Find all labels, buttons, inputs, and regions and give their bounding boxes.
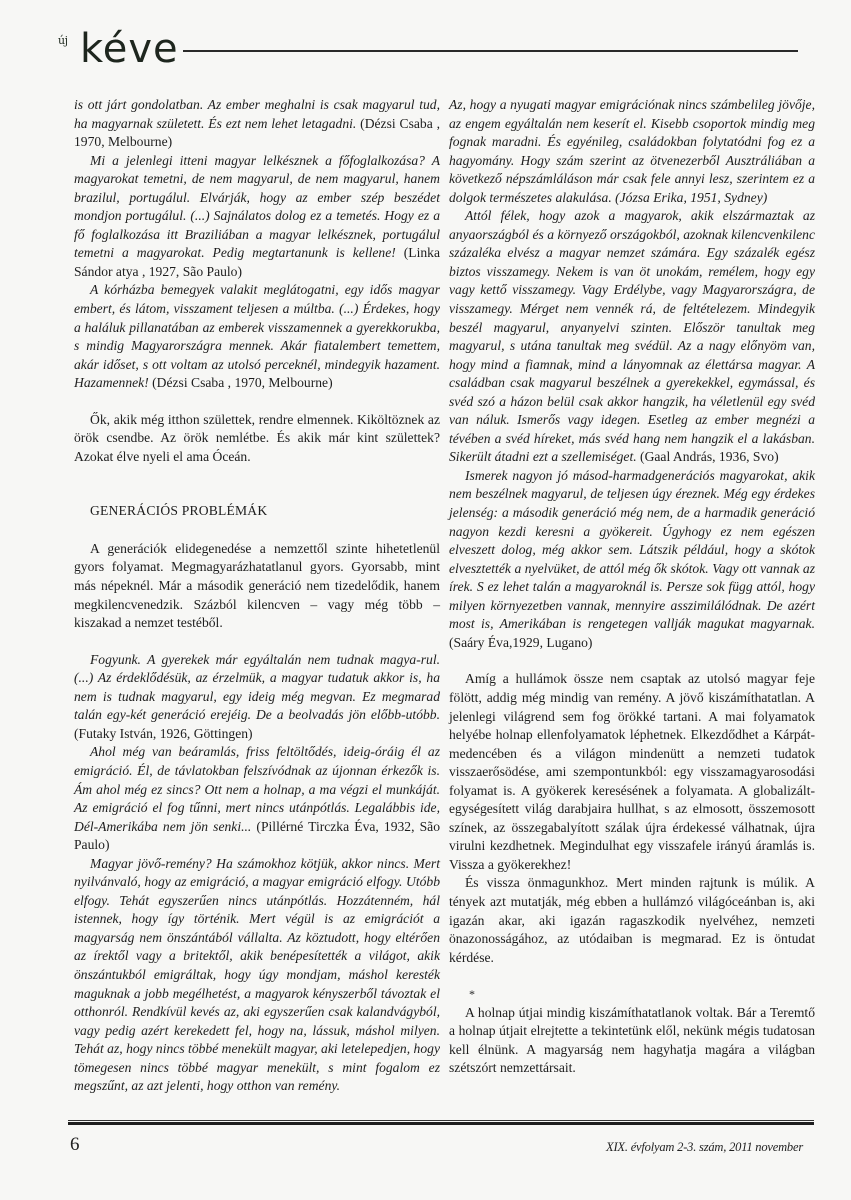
quote-source: (Dézsi Csaba , 1970, Melbourne) <box>148 375 333 391</box>
paragraph <box>74 743 440 854</box>
footer-rule-thin <box>68 1120 814 1121</box>
logo-prefix: új <box>58 34 68 47</box>
page-number: 6 <box>70 1134 80 1155</box>
paragraph: Amíg a hullámok össze nem csaptak az utolsó magyar feje fölött, addig még mindig van remény. A jövő kiszámíthatatlan. A jelenlegi világrend sem fog örökké tartani. A mai folyamatok helyébe holnap ellenfolyamatok léphetnek. Elkezdődhet a Kárpát-medencében és a világon mindenütt a nemzeti tudatok visszaerősödése, ami szempontunkból: egy visszamagyarosodási folyamat is. A gyökerek keresésének a folyamata. A globalizált-egységesített világ darabjaira hullhat, s az elmosott, összemosott színek, az összegabalyított szálak újra érdekessé válhatnak, újra virulni kezdhetnek. Megindulhat egy visszafele irányú áramlás is. Vissza a gyökerekhez! <box>449 671 815 872</box>
quote-text: Mi a jelenlegi itteni magyar lelkésznek a főfoglalkozása? A magyarokat temetni, de nem magyarul, de nem magyarul, hanem brazilul, portugálul. Elvárják, hogy az ember szép beszédet mondjon portugálul. (...) Sajnálatos dolog ez a temetés. Hogy ez a fő foglalkozása itt Braziliában a magyar lelkésznek, portugálul temetni a magyarokat. Pedig megtartanunk is kellene! <box>74 152 440 261</box>
quote-text: Az, hogy a nyugati magyar emigrációnak nincs számbelileg jövője, az engem egyáltalán nem keserít el. Kisebb csoportok mindig meg fognak maradni. És egyénileg, családokban folytatódni fog ez a hagyomány. Hogy szám szerint az ötvenezerből Ausztráliában a következő népszámláláson már csak fele annyi lesz, szerintem ez a dolgok természetes alakulása. (Józsa Erika, 1951, Sydney) <box>449 97 815 205</box>
section-heading: GENERÁCIÓS PROBLÉMÁK <box>90 503 268 519</box>
paragraph: A holnap útjai mindig kiszámíthatatlanok voltak. Bár a Teremtő a holnap útjait elrejtette a tekintetünk elől, nekünk mégis tudatosan kell élnünk. A magyarság nem hagyhatja magára a világban szétszórt nemzettársait. <box>449 1004 815 1076</box>
quote-text: A kórházba bemegyek valakit meglátogatni, egy idős magyar embert, és látom, visszament teljesen a múltba. (...) Érdekes, hogy a haláluk pillanatában az emberek visszamennek a gyerekkorukba, s mindig Magyarországra mennek. Akár fiatalembert temettem, akár időset, s ott voltam az utolsó perceknél, mindegyik hazament. Hazamennek! <box>74 282 440 391</box>
paragraph <box>449 207 815 467</box>
quote-text: Ahol még van beáramlás, friss feltöltődés, ideig-óráig él az emigráció. Él, de távlatokban felszívódnak az újonnan érkezők is. Ám ahol még ez sincs? Ott nem a holnap, a ma végzi el munkáját. Az emigráció el fog tűnni, mert nincs utánpótlás. Legalábbis ide, Dél-Amerikába nem jön senki... <box>74 744 440 834</box>
quote-text: Fogyunk. A gyerekek már egyáltalán nem tudnak magya-rul. (...) Az érdeklődésük, az érzelmük, a magyar tudatuk akkor is, ha nem is tudnak magyarul, egy ideig még megvan. Ez megmarad talán egy-két generáció erejéig. De a beolvadás jön előbb-utóbb. <box>74 651 440 723</box>
paragraph <box>449 467 815 652</box>
section-separator: * <box>469 987 475 1002</box>
quote-text: is ott járt gondolatban. Az ember meghalni is csak magyarul tud, ha magyarnak született. És ezt nem lehet letagadni. <box>74 97 440 131</box>
paragraph <box>449 96 815 207</box>
paragraph <box>74 152 440 282</box>
quote-source: (Saáry Éva,1929, Lugano) <box>449 634 593 650</box>
quote-source: (Linka Sándor atya , 1927, São Paulo) <box>74 245 440 279</box>
paragraph <box>74 855 440 1096</box>
quote-source: (Futaky István, 1926, Göttingen) <box>74 725 253 741</box>
quote-source: (Dézsi Csaba , 1970, Melbourne) <box>74 115 441 150</box>
right-column <box>449 96 815 1078</box>
left-column <box>74 96 440 1096</box>
header-divider <box>183 50 798 52</box>
paragraph <box>74 651 440 744</box>
issue-info: XIX. évfolyam 2-3. szám, 2011 november <box>606 1140 803 1154</box>
paragraph: A generációk elidegenedése a nemzettől szinte hihetetlenül gyors folyamat. Megmagyarázhatatlanul gyors. Gyorsabb, mint más népeknél. Már a második generáció nem tizedelődik, hanem megkilencvenedzik. Százból kilencven – vagy még több – kiszakad a nemzet testéből. <box>74 540 440 631</box>
quote-source: (Gaal András, 1936, Svo) <box>636 449 779 465</box>
paragraph: Ők, akik még itthon születtek, rendre elmennek. Kiköltöznek az örök csendbe. Az örök nemlétbe. És akik már kint születtek? Azokat élve nyeli el ama Óceán. <box>74 411 440 464</box>
footer-rule-thick <box>68 1122 814 1125</box>
paragraph: És vissza önmagunkhoz. Mert minden rajtunk is múlik. A tények azt mutatják, még ebben a hullámzó világóceánban is, aki igazán akar, aki igazán ragaszkodik nyelvéhez, nemzeti önazonosságához, az utódaiban is megmarad. Ez is öntudat kérdése. <box>449 875 815 965</box>
paragraph <box>74 281 440 392</box>
logo-title: kéve <box>80 26 179 72</box>
quote-text: Attól félek, hogy azok a magyarok, akik elszármaztak az anyaországból és a környező országokból, azoknak kilencvenkilenc százaléka elvész a magyar nemzet számára. Egy százalék egész biztos visszamegy. Nekem is van öt unokám, remélem, hogy egy vagy kettő visszamegy. Vagy Erdélybe, vagy Magyarországra, de visszamegy. Mérget nem vennék rá, de feltételezem. Mindegyik beszél magyarul, anyanyelvi szinten. Először tanultak meg magyarul, s utána tanultak meg svédül. Az a nagy előnyöm van, hogy mind a fiamnak, mind a lányomnak az élettársa magyar. A családban csak magyarul beszélnek a gyerekekkel, egymással, és svéd szó a házon belül csak akkor hangzik, ha véletlenül egy svéd van náluk. Ismerős vagy idegen. Esetleg az ember megnézi a tévében a svéd híreket, más svéd hang nem hangzik el a lakásban. Sikerült átadni ezt a szellemiséget. <box>449 208 815 465</box>
masthead <box>50 28 800 78</box>
quote-source: (Pillérné Tirczka Éva, 1932, São Paulo) <box>74 818 441 853</box>
quote-text: Magyar jövő-remény? Ha számokhoz kötjük, akkor nincs. Mert nyilvánvaló, hogy az emigráció, a magyar emigráció elfogy. Utóbb elfogy. Tehát egyszerűen nincs utánpótlás. Hozzátenném, hál istennek, hogy így történik. Mert végül is az emigrációt a magyarság nem önszántából vállalta. Az köztudott, hogy eltérően az írektől vagy a britektől, akik benépesítették a világot, akik önszántukból emigráltak, hogy úgy mondjam, máshol keresték maguknak a jobb megélhetést, a magyarok kényszerből távoztak el otthonról. Rendkívül kevés az, aki egyszerűen csak kalandvágyból, vagy pedig azért kerekedett fel, hogy na, lássuk, máshol milyen. Tehát az, hogy nincs többé menekült magyar, aki letelepedjen, hogy tömegesen nincs többé magyar menekült, s mint fogalom ez megszűnt, az azt jelenti, hogy otthon van remény. <box>74 855 440 1094</box>
paragraph <box>74 96 440 152</box>
quote-text: Ismerek nagyon jó másod-harmadgenerációs magyarokat, akik nem beszélnek magyarul, de teljesen úgy éreznek. Még egy érdekes jelenség: a második generáció még nem, de a harmadik generáció nagyon kezdi keresni a gyökereit. Úgyhogy ez nem egészen elveszett dolog, még akkor sem. Látszik például, hogy a skótok elvesztették a nyelvüket, de attól még ők skótok. Vagy ott vannak az írek. S ez lehet talán a magyaroknál is. Persze sok függ attól, hogy milyen környezetben vannak, mennyire asszimilálódnak. De azért most is, Amerikában is rengetegen vallják magukat magyarnak. <box>449 467 815 632</box>
footer-divider <box>68 1120 814 1125</box>
